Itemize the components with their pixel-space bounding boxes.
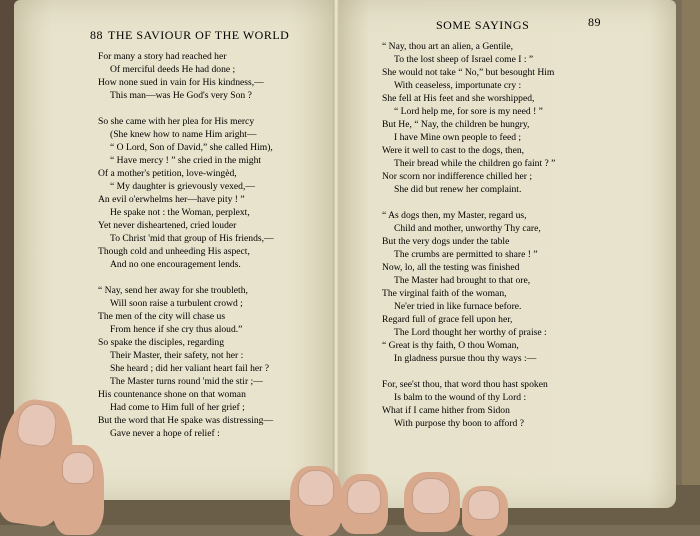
poem-line: Gave never a hope of relief : [110, 428, 220, 439]
left-poem-text [98, 50, 328, 440]
stanza-break [382, 365, 622, 378]
poem-line: Their Master, their safety, not her : [110, 350, 244, 361]
poem-line: This man—was He God's very Son ? [110, 90, 252, 101]
poem-line: She heard ; did her valiant heart fail her ? [110, 363, 270, 374]
poem-line: She fell at His feet and she worshipped, [382, 93, 535, 104]
fingernail-right-3 [412, 478, 450, 514]
poem-line: And no one encouragement lends. [110, 259, 241, 270]
poem-line: An evil o'erwhelms her—have pity ! ” [98, 194, 245, 205]
fingernail-right-1 [298, 470, 334, 506]
poem-line: In gladness pursue thou thy ways :— [394, 353, 537, 364]
poem-line: The Lord thought her worthy of praise : [394, 327, 547, 338]
stanza-break [98, 102, 328, 115]
poem-line: His countenance shone on that woman [98, 389, 246, 400]
poem-line: For, see'st thou, that word thou hast spoken [382, 379, 548, 390]
poem-line: “ Nay, thou art an alien, a Gentile, [382, 41, 513, 52]
poem-line: From hence if she cry thus aloud.” [110, 324, 243, 335]
stanza-break [98, 271, 328, 284]
poem-line: What if I came hither from Sidon [382, 405, 510, 416]
poem-line: So spake the disciples, regarding [98, 337, 225, 348]
book-gutter [333, 0, 339, 508]
poem-line: So she came with her plea for His mercy [98, 116, 255, 127]
poem-line: Is balm to the wound of thy Lord : [394, 392, 527, 403]
poem-line: Regard full of grace fell upon her, [382, 314, 513, 325]
left-page-number: 88 [90, 28, 103, 42]
poem-line: Had come to Him full of her grief ; [110, 402, 245, 413]
poem-line: The crumbs are permitted to share ! ” [394, 249, 538, 260]
poem-line: How none sued in vain for His kindness,— [98, 77, 264, 88]
poem-line: Though cold and unheeding His aspect, [98, 246, 250, 257]
poem-line: But the very dogs under the table [382, 236, 510, 247]
poem-line: Will soon raise a turbulent crowd ; [110, 298, 243, 309]
poem-line: “ Lord help me, for sore is my need ! ” [394, 106, 543, 117]
poem-line: Their bread while the children go faint ? ” [394, 158, 556, 169]
poem-line: Of merciful deeds He had done ; [110, 64, 236, 75]
poem-line: “ O Lord, Son of David,” she called Him), [110, 142, 273, 153]
poem-line: The Master had brought to that ore, [394, 275, 531, 286]
fingernail-left-2 [62, 452, 94, 484]
poem-line: “ Great is thy faith, O thou Woman, [382, 340, 519, 351]
fingernail-right-2 [347, 480, 381, 514]
poem-line: Ne'er tried in like furnace before. [394, 301, 522, 312]
poem-line: But He, “ Nay, the children be hungry, [382, 119, 530, 130]
poem-line: “ Nay, send her away for she troubleth, [98, 285, 248, 296]
poem-line: “ My daughter is grievously vexed,— [110, 181, 255, 192]
poem-line: Child and mother, unworthy Thy care, [394, 223, 541, 234]
poem-line: (She knew how to name Him aright— [110, 129, 257, 140]
poem-line: Now, lo, all the testing was finished [382, 262, 520, 273]
poem-line: Were it well to cast to the dogs, then, [382, 145, 525, 156]
poem-line: The men of the city will chase us [98, 311, 226, 322]
right-page-number: 89 [588, 15, 601, 29]
left-running-head: THE SAVIOUR OF THE WORLD [108, 28, 290, 42]
poem-line: “ Have mercy ! ” she cried in the might [110, 155, 262, 166]
poem-line: The Master turns round 'mid the stir ;— [110, 376, 263, 387]
stanza-break [382, 196, 622, 209]
fingernail-right-4 [468, 490, 500, 520]
poem-line: “ As dogs then, my Master, regard us, [382, 210, 527, 221]
poem-line: To the lost sheep of Israel come I : ” [394, 54, 534, 65]
poem-line: To Christ 'mid that group of His friends,— [110, 233, 274, 244]
poem-line: I have Mine own people to feed ; [394, 132, 522, 143]
poem-line: With ceaseless, importunate cry : [394, 80, 522, 91]
poem-line: She would not take “ No,” but besought Him [382, 67, 555, 78]
poem-line: She did but renew her complaint. [394, 184, 522, 195]
background-right [682, 0, 700, 525]
right-running-head: SOME SAYINGS [436, 18, 530, 32]
poem-line: He spake not : the Woman, perplext, [110, 207, 250, 218]
poem-line: The virginal faith of the woman, [382, 288, 507, 299]
right-poem-text [382, 40, 622, 430]
poem-line: Of a mother's petition, love-wingèd, [98, 168, 237, 179]
poem-line: With purpose thy boon to afford ? [394, 418, 524, 429]
poem-line: Nor scorn nor indifference chilled her ; [382, 171, 533, 182]
poem-line: For many a story had reached her [98, 51, 227, 62]
poem-line: Yet never disheartened, cried louder [98, 220, 237, 231]
poem-line: But the word that He spake was distressing— [98, 415, 274, 426]
